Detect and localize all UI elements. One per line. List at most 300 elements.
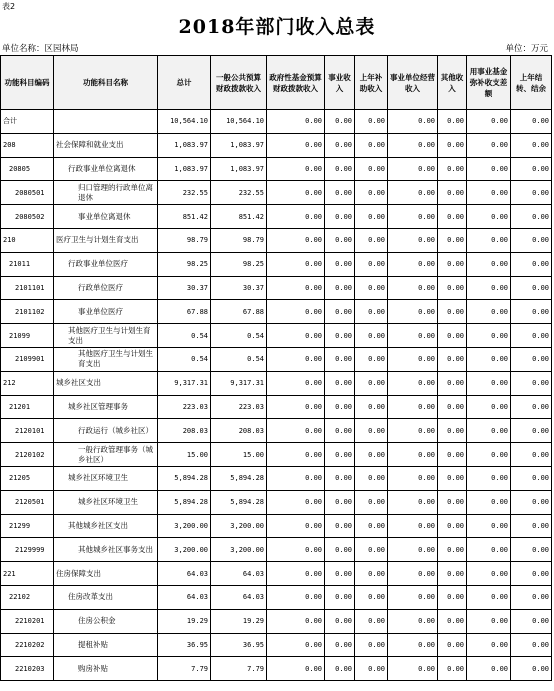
row-value: 64.03 (158, 562, 211, 586)
row-value: 0.00 (511, 181, 552, 205)
row-value: 0.00 (267, 324, 325, 348)
row-value: 0.00 (325, 110, 355, 134)
row-value: 19.29 (211, 609, 267, 633)
row-value: 0.00 (267, 443, 325, 467)
row-value: 0.00 (355, 181, 388, 205)
row-value: 0.00 (511, 228, 552, 252)
row-value: 64.03 (158, 585, 211, 609)
row-name: 购房补贴 (54, 657, 158, 681)
row-value: 0.54 (158, 347, 211, 371)
row-code: 2210202 (1, 633, 54, 657)
row-value: 3,200.00 (211, 514, 267, 538)
row-value: 0.00 (511, 110, 552, 134)
row-code: 合计 (1, 110, 54, 134)
row-value: 0.00 (511, 347, 552, 371)
row-value: 7.79 (158, 657, 211, 681)
row-value: 0.00 (325, 157, 355, 181)
row-value: 0.00 (467, 514, 511, 538)
row-value: 0.00 (388, 419, 438, 443)
row-value: 0.00 (438, 490, 467, 514)
row-value: 0.00 (511, 419, 552, 443)
row-value: 0.00 (467, 228, 511, 252)
row-name: 其他医疗卫生与计划生育支出 (54, 347, 158, 371)
row-value: 0.00 (438, 395, 467, 419)
row-value: 0.00 (267, 181, 325, 205)
table-row (1, 585, 552, 609)
row-name: 城乡社区环境卫生 (54, 466, 158, 490)
row-code: 21201 (1, 395, 54, 419)
col-header: 功能科目名称 (54, 56, 158, 110)
row-value: 0.00 (388, 538, 438, 562)
row-name: 其他医疗卫生与计划生育支出 (54, 324, 158, 348)
row-value: 0.00 (355, 205, 388, 229)
row-value: 0.00 (355, 276, 388, 300)
row-code: 2080502 (1, 205, 54, 229)
row-value: 0.00 (388, 371, 438, 395)
row-name: 事业单位医疗 (54, 300, 158, 324)
row-value: 0.00 (355, 252, 388, 276)
col-header: 上年补助收入 (355, 56, 388, 110)
income-table (0, 55, 552, 681)
row-value: 3,200.00 (158, 538, 211, 562)
row-value: 0.00 (438, 466, 467, 490)
table-row (1, 609, 552, 633)
row-value: 0.00 (388, 252, 438, 276)
row-name: 医疗卫生与计划生育支出 (54, 228, 158, 252)
row-value: 0.00 (467, 300, 511, 324)
row-value: 0.00 (325, 300, 355, 324)
row-value: 0.00 (325, 395, 355, 419)
row-value: 0.00 (267, 110, 325, 134)
row-name: 城乡社区环境卫生 (54, 490, 158, 514)
row-value: 0.00 (267, 633, 325, 657)
row-value: 9,317.31 (211, 371, 267, 395)
row-value: 0.00 (355, 538, 388, 562)
col-header: 一般公共预算财政拨款收入 (211, 56, 267, 110)
row-value: 0.00 (438, 443, 467, 467)
row-value: 0.00 (355, 633, 388, 657)
row-value: 30.37 (211, 276, 267, 300)
page-title: 2018年部门收入总表 (178, 16, 376, 38)
row-value: 208.03 (158, 419, 211, 443)
row-value: 0.00 (325, 276, 355, 300)
row-value: 5,894.28 (158, 490, 211, 514)
row-value: 0.00 (467, 395, 511, 419)
row-value: 36.95 (158, 633, 211, 657)
table-row (1, 514, 552, 538)
table-row (1, 205, 552, 229)
col-header: 用事业基金弥补收支差额 (467, 56, 511, 110)
table-row (1, 157, 552, 181)
row-value: 0.00 (467, 657, 511, 681)
row-value: 0.00 (267, 371, 325, 395)
row-value: 0.00 (511, 562, 552, 586)
row-value: 0.00 (325, 657, 355, 681)
table-row (1, 633, 552, 657)
row-code: 212 (1, 371, 54, 395)
row-value: 0.00 (355, 419, 388, 443)
row-value: 0.00 (355, 562, 388, 586)
row-value: 0.00 (438, 371, 467, 395)
row-name: 归口管理的行政单位离退休 (54, 181, 158, 205)
row-value: 0.00 (355, 110, 388, 134)
row-value: 0.00 (511, 466, 552, 490)
row-code: 20805 (1, 157, 54, 181)
row-code: 21011 (1, 252, 54, 276)
row-value: 0.00 (355, 657, 388, 681)
row-value: 98.79 (211, 228, 267, 252)
row-value: 0.00 (267, 300, 325, 324)
row-value: 36.95 (211, 633, 267, 657)
unit-name: 单位名称：区园林局 (2, 44, 79, 54)
row-value: 0.00 (438, 181, 467, 205)
row-value: 0.00 (355, 609, 388, 633)
row-value: 0.00 (325, 466, 355, 490)
row-value: 0.00 (355, 324, 388, 348)
row-value: 0.00 (511, 300, 552, 324)
row-value: 0.00 (511, 633, 552, 657)
row-name: 事业单位离退休 (54, 205, 158, 229)
row-name: 社会保障和就业支出 (54, 133, 158, 157)
row-value: 0.00 (267, 419, 325, 443)
table-row (1, 562, 552, 586)
row-value: 0.00 (267, 157, 325, 181)
row-value: 3,200.00 (158, 514, 211, 538)
row-code: 2109901 (1, 347, 54, 371)
row-value: 0.00 (467, 324, 511, 348)
row-value: 0.00 (388, 324, 438, 348)
row-value: 0.00 (388, 609, 438, 633)
row-value: 0.00 (388, 657, 438, 681)
row-code: 22102 (1, 585, 54, 609)
row-value: 0.00 (355, 395, 388, 419)
row-value: 0.00 (511, 252, 552, 276)
row-value: 0.00 (511, 276, 552, 300)
row-value: 0.00 (438, 205, 467, 229)
row-value: 0.00 (467, 419, 511, 443)
row-value: 0.00 (467, 443, 511, 467)
row-value: 0.00 (355, 228, 388, 252)
row-value: 9,317.31 (158, 371, 211, 395)
row-value: 0.00 (511, 205, 552, 229)
row-value: 7.79 (211, 657, 267, 681)
row-value: 0.00 (388, 181, 438, 205)
row-name (54, 110, 158, 134)
row-value: 10,564.10 (158, 110, 211, 134)
row-value: 19.29 (158, 609, 211, 633)
table-row (1, 419, 552, 443)
row-value: 0.00 (388, 228, 438, 252)
row-value: 0.00 (388, 443, 438, 467)
row-name: 其他城乡社区事务支出 (54, 538, 158, 562)
row-value: 0.00 (325, 133, 355, 157)
row-value: 0.00 (355, 371, 388, 395)
table-row (1, 538, 552, 562)
row-value: 30.37 (158, 276, 211, 300)
row-name: 一般行政管理事务（城乡社区） (54, 443, 158, 467)
row-code: 21099 (1, 324, 54, 348)
row-value: 0.00 (438, 324, 467, 348)
row-value: 0.00 (325, 324, 355, 348)
row-code: 208 (1, 133, 54, 157)
row-value: 232.55 (211, 181, 267, 205)
row-value: 223.03 (158, 395, 211, 419)
row-value: 0.00 (355, 514, 388, 538)
row-name: 行政事业单位医疗 (54, 252, 158, 276)
row-value: 0.00 (325, 633, 355, 657)
row-code: 2210201 (1, 609, 54, 633)
row-value: 64.03 (211, 562, 267, 586)
row-name: 其他城乡社区支出 (54, 514, 158, 538)
row-value: 0.00 (355, 347, 388, 371)
row-value: 0.00 (467, 205, 511, 229)
table-row (1, 300, 552, 324)
row-value: 0.00 (267, 514, 325, 538)
row-code: 21299 (1, 514, 54, 538)
row-value: 1,083.97 (211, 133, 267, 157)
row-value: 67.88 (158, 300, 211, 324)
row-name: 住房保障支出 (54, 562, 158, 586)
col-header: 事业收入 (325, 56, 355, 110)
row-value: 5,894.28 (158, 466, 211, 490)
row-code: 221 (1, 562, 54, 586)
table-row (1, 347, 552, 371)
row-value: 0.00 (388, 347, 438, 371)
row-value: 0.00 (511, 538, 552, 562)
row-value: 0.00 (388, 157, 438, 181)
row-value: 1,083.97 (211, 157, 267, 181)
row-value: 0.00 (325, 419, 355, 443)
row-value: 0.00 (438, 609, 467, 633)
table-row (1, 443, 552, 467)
row-value: 0.00 (438, 157, 467, 181)
row-value: 0.00 (325, 538, 355, 562)
row-value: 98.25 (211, 252, 267, 276)
row-value: 0.00 (467, 490, 511, 514)
row-value: 0.00 (467, 585, 511, 609)
row-value: 0.00 (511, 585, 552, 609)
row-value: 0.00 (388, 300, 438, 324)
row-value: 232.55 (158, 181, 211, 205)
row-value: 0.00 (467, 157, 511, 181)
row-value: 0.00 (325, 181, 355, 205)
row-code: 2080501 (1, 181, 54, 205)
row-value: 851.42 (158, 205, 211, 229)
row-value: 15.00 (211, 443, 267, 467)
row-value: 1,083.97 (158, 157, 211, 181)
row-name: 城乡社区支出 (54, 371, 158, 395)
row-code: 210 (1, 228, 54, 252)
row-value: 0.00 (325, 347, 355, 371)
col-header: 功能科目编码 (1, 56, 54, 110)
row-value: 0.00 (438, 514, 467, 538)
row-value: 223.03 (211, 395, 267, 419)
row-name: 行政运行（城乡社区） (54, 419, 158, 443)
table-row (1, 490, 552, 514)
row-value: 0.00 (388, 205, 438, 229)
row-value: 0.00 (467, 252, 511, 276)
row-value: 0.00 (467, 609, 511, 633)
row-value: 0.00 (267, 276, 325, 300)
row-name: 行政事业单位离退休 (54, 157, 158, 181)
table-row (1, 276, 552, 300)
row-value: 0.00 (325, 228, 355, 252)
row-value: 0.00 (438, 585, 467, 609)
row-value: 0.00 (388, 276, 438, 300)
row-value: 0.00 (511, 324, 552, 348)
row-value: 0.00 (467, 110, 511, 134)
row-value: 0.00 (438, 110, 467, 134)
row-value: 0.00 (355, 585, 388, 609)
row-value: 0.00 (355, 490, 388, 514)
row-value: 0.00 (267, 252, 325, 276)
row-value: 0.00 (388, 110, 438, 134)
row-value: 5,894.28 (211, 466, 267, 490)
row-value: 0.00 (511, 490, 552, 514)
row-value: 0.00 (438, 300, 467, 324)
col-header: 事业单位经营收入 (388, 56, 438, 110)
row-value: 0.00 (388, 133, 438, 157)
row-value: 0.00 (325, 562, 355, 586)
row-value: 0.00 (438, 276, 467, 300)
table-row (1, 395, 552, 419)
row-code: 2120102 (1, 443, 54, 467)
col-header: 其他收入 (438, 56, 467, 110)
row-value: 0.00 (267, 538, 325, 562)
row-value: 0.00 (438, 347, 467, 371)
row-value: 1,083.97 (158, 133, 211, 157)
row-value: 0.00 (388, 585, 438, 609)
row-value: 0.00 (438, 228, 467, 252)
row-value: 0.00 (325, 585, 355, 609)
row-value: 0.00 (355, 466, 388, 490)
row-value: 0.00 (511, 371, 552, 395)
row-value: 0.00 (467, 466, 511, 490)
row-value: 0.00 (325, 514, 355, 538)
row-value: 0.00 (267, 562, 325, 586)
row-value: 0.00 (467, 347, 511, 371)
row-value: 0.00 (511, 133, 552, 157)
row-value: 0.00 (467, 133, 511, 157)
table-row (1, 324, 552, 348)
row-name: 城乡社区管理事务 (54, 395, 158, 419)
table-row (1, 466, 552, 490)
row-value: 0.00 (325, 371, 355, 395)
row-value: 98.79 (158, 228, 211, 252)
row-name: 住房公积金 (54, 609, 158, 633)
row-value: 0.00 (467, 371, 511, 395)
row-value: 0.00 (438, 252, 467, 276)
row-value: 0.54 (211, 324, 267, 348)
row-value: 0.00 (467, 276, 511, 300)
table-row (1, 133, 552, 157)
row-value: 0.00 (325, 252, 355, 276)
row-value: 67.88 (211, 300, 267, 324)
row-name: 行政单位医疗 (54, 276, 158, 300)
row-code: 2101102 (1, 300, 54, 324)
row-value: 0.00 (511, 609, 552, 633)
row-value: 10,564.10 (211, 110, 267, 134)
row-code: 2120101 (1, 419, 54, 443)
col-header: 总计 (158, 56, 211, 110)
row-value: 0.00 (267, 609, 325, 633)
row-value: 3,200.00 (211, 538, 267, 562)
row-value: 0.00 (355, 300, 388, 324)
row-value: 0.00 (267, 466, 325, 490)
row-value: 0.00 (355, 443, 388, 467)
row-value: 0.00 (438, 562, 467, 586)
row-value: 0.00 (355, 133, 388, 157)
row-value: 0.00 (267, 585, 325, 609)
header-row (1, 56, 552, 110)
row-name: 提租补贴 (54, 633, 158, 657)
row-value: 15.00 (158, 443, 211, 467)
row-code: 2120501 (1, 490, 54, 514)
table-number: 表2 (2, 2, 16, 11)
row-value: 0.54 (211, 347, 267, 371)
row-value: 851.42 (211, 205, 267, 229)
row-value: 0.00 (388, 514, 438, 538)
row-value: 0.00 (511, 514, 552, 538)
row-value: 0.00 (325, 609, 355, 633)
row-value: 0.00 (438, 133, 467, 157)
row-value: 0.00 (388, 562, 438, 586)
row-value: 0.00 (467, 633, 511, 657)
row-value: 0.00 (511, 157, 552, 181)
row-value: 0.00 (267, 347, 325, 371)
row-value: 0.00 (511, 395, 552, 419)
row-value: 0.00 (511, 443, 552, 467)
row-value: 0.00 (438, 538, 467, 562)
row-value: 0.00 (388, 490, 438, 514)
col-header: 上年结转、结余 (511, 56, 552, 110)
currency-unit: 单位：万元 (505, 44, 548, 54)
row-value: 0.00 (438, 419, 467, 443)
row-code: 21205 (1, 466, 54, 490)
row-value: 0.00 (388, 395, 438, 419)
row-value: 0.00 (467, 538, 511, 562)
row-value: 0.00 (267, 490, 325, 514)
row-value: 0.00 (438, 633, 467, 657)
row-value: 0.00 (438, 657, 467, 681)
row-value: 0.54 (158, 324, 211, 348)
row-value: 208.03 (211, 419, 267, 443)
row-value: 0.00 (267, 133, 325, 157)
table-row (1, 110, 552, 134)
row-value: 0.00 (467, 181, 511, 205)
row-value: 0.00 (267, 395, 325, 419)
row-value: 5,894.28 (211, 490, 267, 514)
row-value: 0.00 (388, 633, 438, 657)
row-value: 0.00 (511, 657, 552, 681)
table-row (1, 371, 552, 395)
row-value: 0.00 (267, 657, 325, 681)
table-row (1, 181, 552, 205)
row-code: 2210203 (1, 657, 54, 681)
row-code: 2101101 (1, 276, 54, 300)
row-value: 0.00 (325, 443, 355, 467)
row-name: 住房改革支出 (54, 585, 158, 609)
row-value: 0.00 (267, 205, 325, 229)
row-value: 0.00 (325, 490, 355, 514)
row-value: 0.00 (467, 562, 511, 586)
row-value: 0.00 (325, 205, 355, 229)
row-value: 0.00 (388, 466, 438, 490)
row-value: 64.03 (211, 585, 267, 609)
row-code: 2129999 (1, 538, 54, 562)
row-value: 98.25 (158, 252, 211, 276)
row-value: 0.00 (267, 228, 325, 252)
